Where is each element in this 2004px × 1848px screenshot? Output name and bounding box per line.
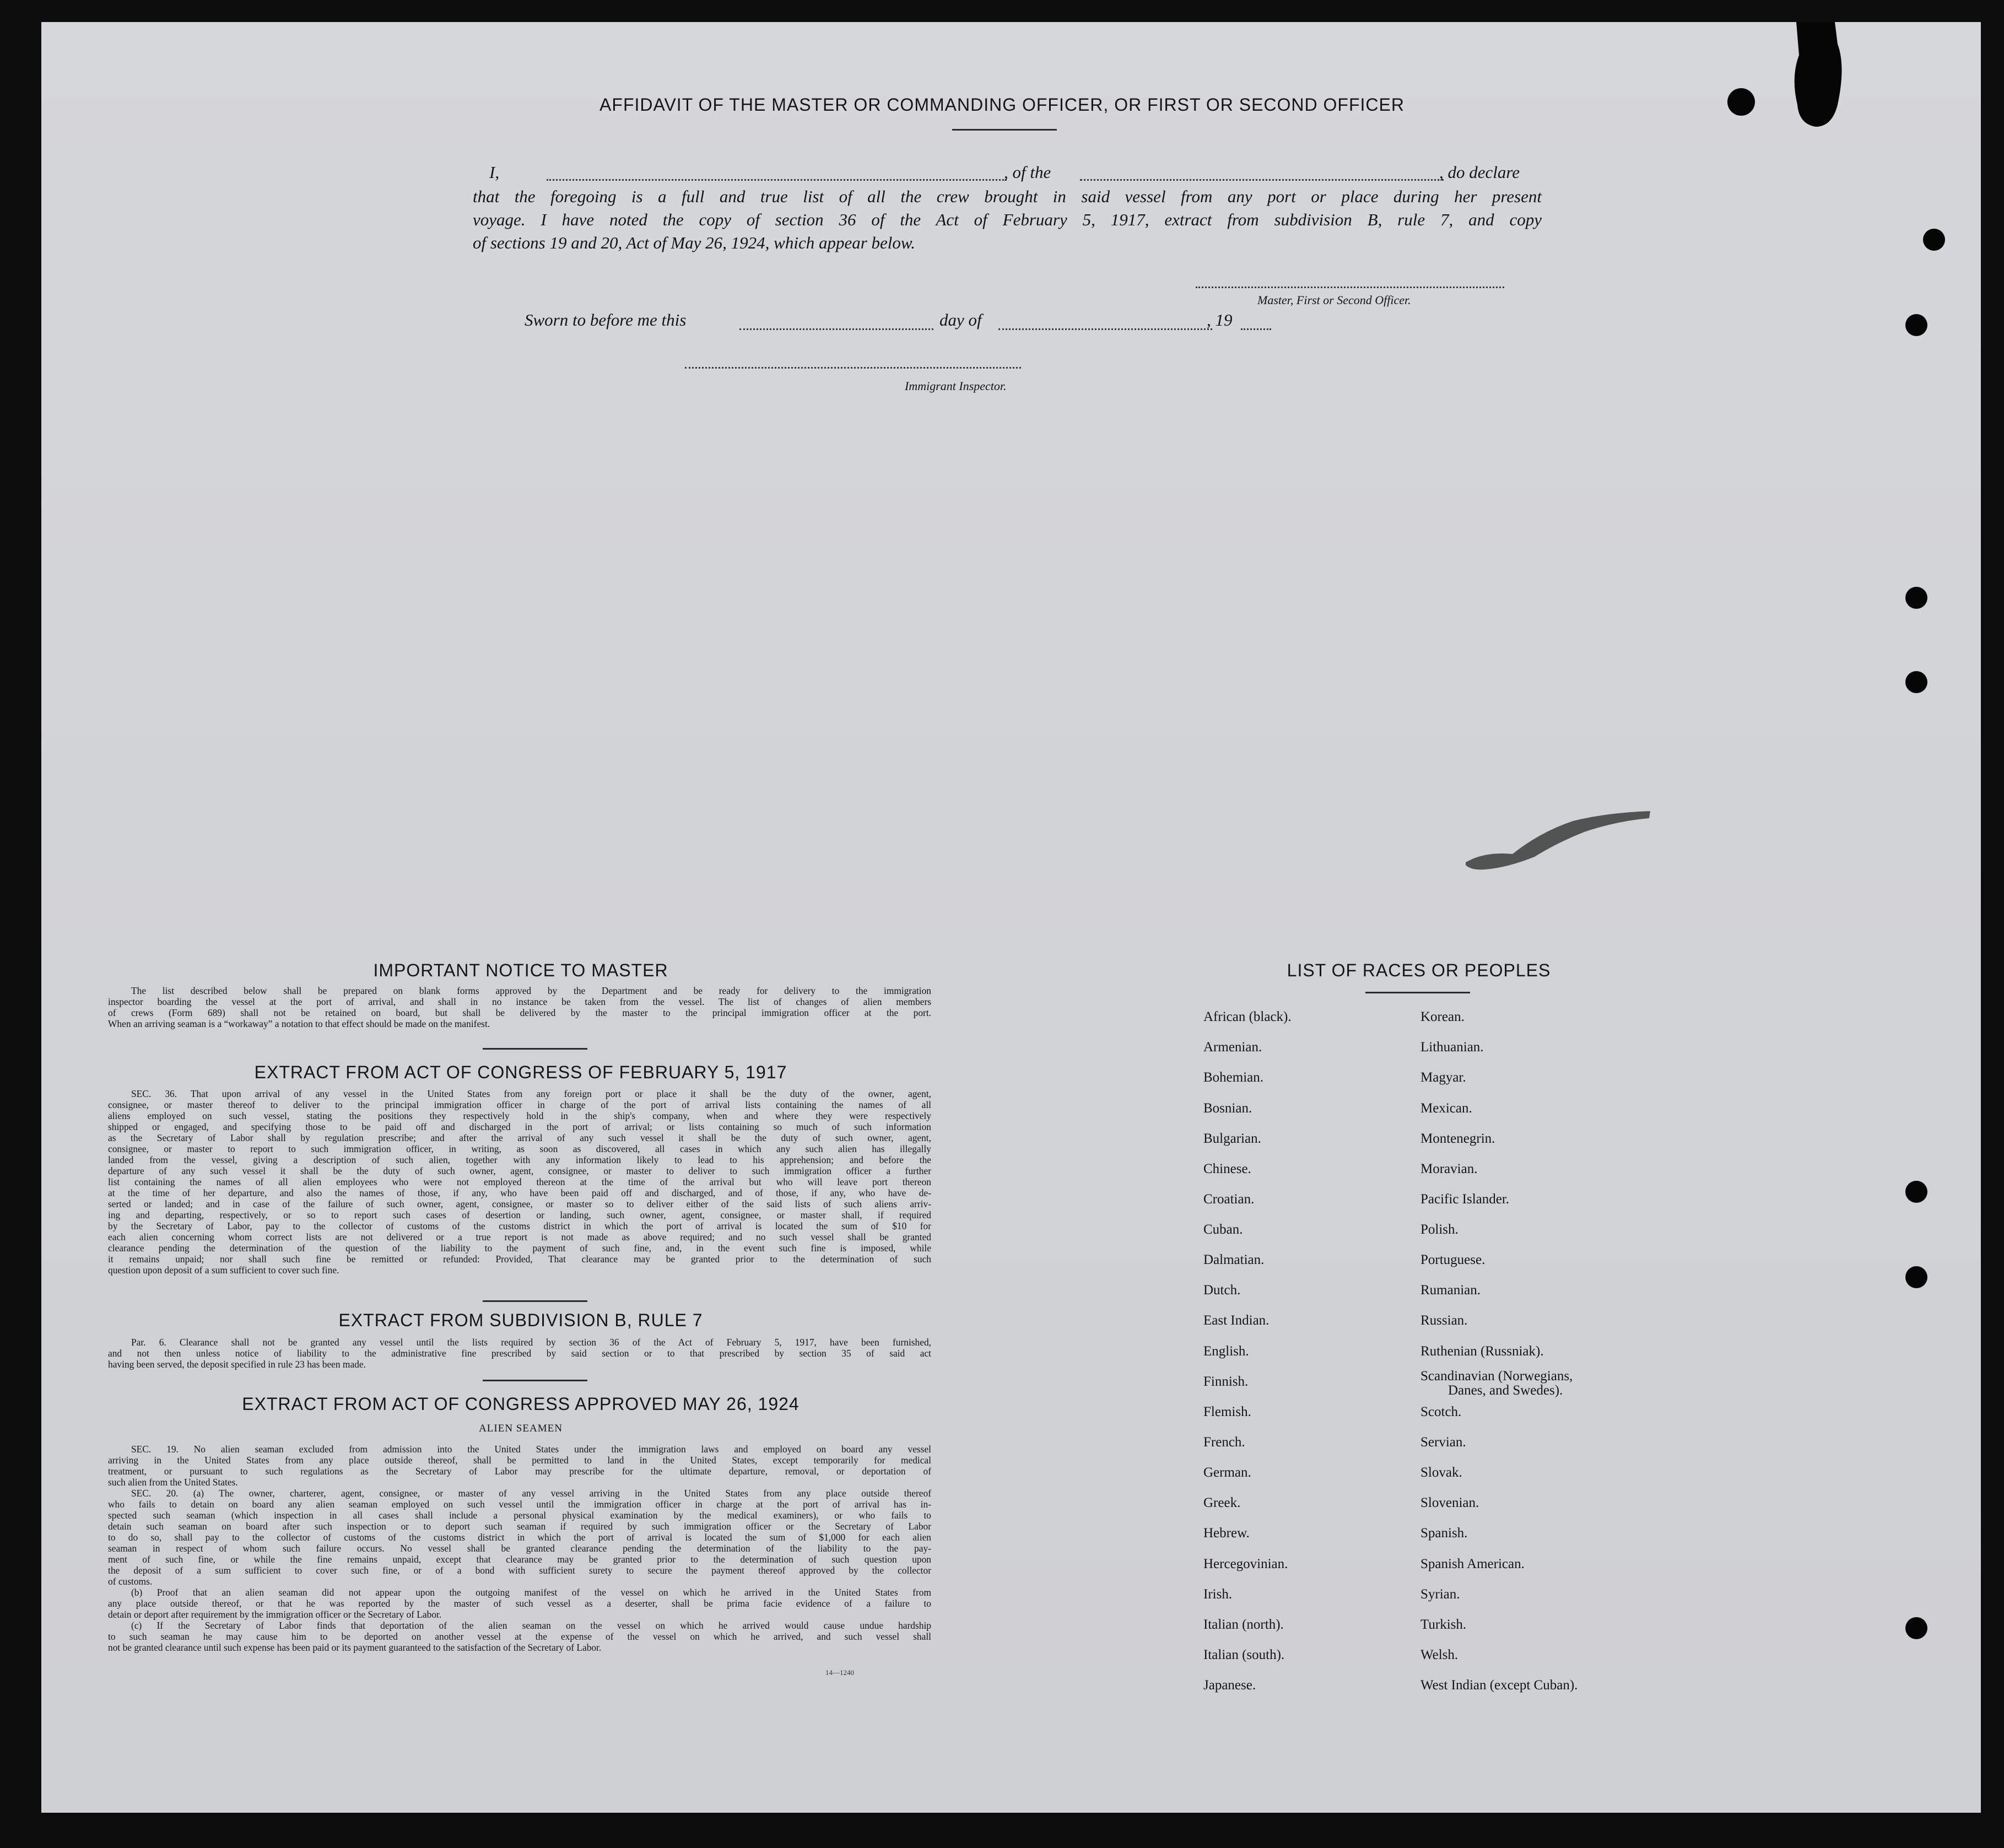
race-item: Bulgarian. xyxy=(1203,1131,1261,1146)
race-item: Bosnian. xyxy=(1203,1101,1252,1116)
extract-1924-line: treatment, or pursuant to such regulations as the Secretary of Labor may prescribe for the ultimate departure, removal, or deportation of xyxy=(108,1466,931,1477)
races-heading: LIST OF RACES OR PEOPLES xyxy=(1287,960,1551,980)
race-item: Armenian. xyxy=(1203,1040,1262,1055)
notice-body xyxy=(108,985,931,1029)
race-item: Magyar. xyxy=(1420,1070,1466,1085)
race-item: Hebrew. xyxy=(1203,1526,1250,1541)
affidavit-heading: AFFIDAVIT OF THE MASTER OR COMMANDING OFFICER, OR FIRST OR SECOND OFFICER xyxy=(599,95,1405,115)
punch-hole xyxy=(1923,229,1945,251)
extract-1917-line: by the Secretary of Labor, pay to the collector of customs of the customs district in which the port of arrival is located the sum of $10 for xyxy=(108,1220,931,1231)
section-rule xyxy=(483,1300,587,1302)
extract-1917-heading: EXTRACT FROM ACT OF CONGRESS OF FEBRUARY 5, 1917 xyxy=(254,1062,787,1082)
extract-1924-line: to do so, shall pay to the collector of customs of the customs district in which the port of arrival is located the sum of $1,000 for each alien xyxy=(108,1532,931,1543)
binder-clip-mark xyxy=(1785,22,1851,132)
notice-line: The list described below shall be prepared on blank forms approved by the Department and be ready for delivery to the immigration xyxy=(131,985,931,996)
notice-heading: IMPORTANT NOTICE TO MASTER xyxy=(373,960,668,980)
extract-1917-line: consignee, or master thereof to deliver to the principal immigration officer in charge of the port of arrival lists containing the names of all xyxy=(108,1099,931,1110)
extract-1917-line: clearance pending the determination of the question of the liability to the payment of such fine, and, in the event such fine is imposed, while xyxy=(108,1242,931,1253)
extract-1917-line: departure of any such vessel it shall be the duty of such owner, agent, consignee, or master to deliver to such immigration officer a further xyxy=(108,1165,931,1176)
race-item: Italian (north). xyxy=(1203,1617,1284,1632)
master-name-field[interactable] xyxy=(547,179,1007,181)
affidavit-of-the: , of the xyxy=(1004,163,1051,182)
subdivision-heading: EXTRACT FROM SUBDIVISION B, RULE 7 xyxy=(338,1310,703,1330)
race-item: Dutch. xyxy=(1203,1283,1241,1298)
master-signature-field[interactable] xyxy=(1196,287,1504,288)
race-item: Moravian. xyxy=(1420,1161,1478,1176)
extract-1917-line: shipped or engaged, and specifying those to be paid off and discharged in the port of arrival; or lists containing so much of such information xyxy=(108,1121,931,1132)
affidavit-line-3: voyage. I have noted the copy of section 36 of the Act of February 5, 1917, extract from subdivision B, rule 7, and copy xyxy=(473,210,1542,229)
race-item: Ruthenian (Russniak). xyxy=(1420,1344,1544,1359)
sworn-year-field[interactable] xyxy=(1241,328,1271,330)
extract-1924-line: such alien from the United States. xyxy=(108,1477,238,1488)
affidavit-do-declare: , do declare xyxy=(1439,163,1520,182)
race-item: Finnish. xyxy=(1203,1374,1249,1389)
race-item: Bohemian. xyxy=(1203,1070,1264,1085)
race-item: Irish. xyxy=(1203,1587,1233,1602)
subdivision-line: having been served, the deposit specified in rule 23 has been made. xyxy=(108,1359,366,1370)
sworn-day-field[interactable] xyxy=(739,328,933,330)
race-item: Croatian. xyxy=(1203,1192,1255,1207)
race-item: East Indian. xyxy=(1203,1313,1270,1328)
race-item: Spanish American. xyxy=(1420,1557,1525,1571)
punch-hole xyxy=(1905,587,1927,609)
race-item-continuation: Danes, and Swedes). xyxy=(1448,1383,1563,1398)
punch-hole xyxy=(1905,314,1927,336)
inspector-signature-field[interactable] xyxy=(685,367,1021,369)
race-item: Japanese. xyxy=(1203,1678,1256,1693)
signature-caption: Master, First or Second Officer. xyxy=(1257,293,1411,307)
extract-1917-line: ing and departing, respectively, or so to report such cases of desertion or landing, such owner, agent, consignee, or master shall, if required xyxy=(108,1209,931,1220)
race-item: West Indian (except Cuban). xyxy=(1420,1678,1578,1693)
race-item: Syrian. xyxy=(1420,1587,1460,1602)
sworn-month-field[interactable] xyxy=(998,328,1212,330)
race-item: Scotch. xyxy=(1420,1404,1462,1419)
extract-1924-line: arriving in the United States from any place outside thereof, shall be permitted to land in the United States, except temporarily for medical xyxy=(108,1455,931,1466)
race-item: Mexican. xyxy=(1420,1101,1472,1116)
extract-1924-body xyxy=(108,1444,931,1653)
day-of-label: day of xyxy=(939,310,982,329)
subdivision-line: and not then unless notice of liability to the administrative fine prescribed by said section or to that prescribed by section 35 of said act xyxy=(108,1348,931,1359)
extract-1917-line: it remains unpaid; nor shall such fine be remitted or refunded: Provided, That clearance may be granted prior to the determination of such xyxy=(108,1253,931,1265)
extract-1917-line: as the Secretary of Labor shall by regulation prescribe; and after the arrival of any such vessel it shall be the duty of such owner, agent, xyxy=(108,1132,931,1143)
race-item: Russian. xyxy=(1420,1313,1468,1328)
race-item: Chinese. xyxy=(1203,1161,1251,1176)
vessel-name-field[interactable] xyxy=(1080,179,1444,181)
race-item: French. xyxy=(1203,1435,1245,1450)
ink-smudge xyxy=(1463,799,1661,876)
race-item: English. xyxy=(1203,1344,1249,1359)
extract-1924-line: detain or deport after requirement by the immigration officer or the Secretary of Labor. xyxy=(108,1609,442,1620)
affidavit-line-2: that the foregoing is a full and true list of all the crew brought in said vessel from any port or place during her present xyxy=(473,187,1542,206)
extract-1924-line: the deposit of a sum sufficient to cover such fine, or of a bond with sufficient surety to secure the payment thereof approved by the collector xyxy=(108,1565,931,1576)
extract-1924-line: SEC. 20. (a) The owner, charterer, agent, consignee, or master of any vessel arriving in the United States from any place outside thereof xyxy=(131,1488,931,1499)
extract-1917-line: landed from the vessel, giving a description of such alien, together with any information likely to lead to his apprehension; and before the xyxy=(108,1154,931,1165)
extract-1924-line: any place outside thereof, or that he was reported by the master of such vessel as a deserter, shall be prima facie evidence of a failure to xyxy=(108,1598,931,1609)
inspector-caption: Immigrant Inspector. xyxy=(905,379,1007,393)
affidavit-i: I, xyxy=(489,163,500,182)
extract-1924-line: SEC. 19. No alien seaman excluded from admission into the United States under the immigration laws and employed on board any vessel xyxy=(131,1444,931,1455)
extract-1924-line: to such seaman he may cause him to be deported on another vessel at the expense of the vessel on which he arrived, and such vessel shall xyxy=(108,1631,931,1642)
race-item: Rumanian. xyxy=(1420,1283,1481,1298)
alien-seamen-subheading: ALIEN SEAMEN xyxy=(479,1423,563,1434)
race-item: Lithuanian. xyxy=(1420,1040,1484,1055)
subdivision-body xyxy=(108,1337,931,1370)
extract-1917-line: consignee, or master to report to such immigration officer, in writing, as soon as discovered, all cases in which any such alien has illegally xyxy=(108,1143,931,1154)
race-item: Polish. xyxy=(1420,1222,1459,1237)
extract-1924-line: (c) If the Secretary of Labor finds that deportation of the alien seaman on the vessel on which he arrived would cause undue hardship xyxy=(131,1620,931,1631)
race-item: Slovak. xyxy=(1420,1465,1462,1480)
race-item: Flemish. xyxy=(1203,1404,1251,1419)
heading-rule xyxy=(952,129,1057,131)
extract-1917-line: serted or landed; and in case of the failure of such owner, agent, consignee, or master so to deliver either of the said lists of such aliens arriv- xyxy=(108,1198,931,1209)
extract-1924-line: of customs. xyxy=(108,1576,153,1587)
notice-line: When an arriving seaman is a “workaway” a notation to that effect should be made on the manifest. xyxy=(108,1018,490,1029)
punch-hole xyxy=(1905,671,1927,693)
subdivision-line: Par. 6. Clearance shall not be granted any vessel until the lists required by section 36 of the Act of February 5, 1917, have been furnished, xyxy=(131,1337,931,1348)
affidavit-line-4: of sections 19 and 20, Act of May 26, 1924, which appear below. xyxy=(473,233,916,252)
extract-1917-body xyxy=(108,1088,931,1276)
race-item: Spanish. xyxy=(1420,1526,1468,1541)
race-item: Dalmatian. xyxy=(1203,1252,1265,1267)
extract-1924-line: who fails to detain on board any alien seaman employed on such vessel until the immigration officer in charge at the port of arrival has in- xyxy=(108,1499,931,1510)
race-item: Greek. xyxy=(1203,1495,1241,1510)
extract-1924-line: ment of such fine, or while the fine remains unpaid, except that clearance may be granted prior to the determination of such question upon xyxy=(108,1554,931,1565)
race-item: Italian (south). xyxy=(1203,1647,1285,1662)
punch-hole xyxy=(1905,1617,1927,1639)
race-item: African (black). xyxy=(1203,1009,1292,1024)
extract-1917-line: each alien concerning whom correct lists are not delivered or a true report is not made as above required; and no such vessel shall be granted xyxy=(108,1231,931,1242)
extract-1924-heading: EXTRACT FROM ACT OF CONGRESS APPROVED MAY 26, 1924 xyxy=(242,1394,800,1414)
extract-1917-line: SEC. 36. That upon arrival of any vessel in the United States from any foreign port or place it shall be the duty of the owner, agent, xyxy=(131,1088,931,1099)
section-rule xyxy=(483,1380,587,1381)
race-item: Pacific Islander. xyxy=(1420,1192,1510,1207)
notice-line: of crews (Form 689) shall not be retained on board, but shall be delivered by the master to the principal immigration officer at the port. xyxy=(108,1007,931,1018)
race-item: German. xyxy=(1203,1465,1251,1480)
extract-1924-line: (b) Proof that an alien seaman did not appear upon the outgoing manifest of the vessel on which he arrived in the United States from xyxy=(131,1587,931,1598)
punch-hole xyxy=(1905,1181,1927,1203)
race-item: Welsh. xyxy=(1420,1647,1459,1662)
race-item: Cuban. xyxy=(1203,1222,1243,1237)
race-item: Hercegovinian. xyxy=(1203,1557,1288,1571)
race-item: Montenegrin. xyxy=(1420,1131,1495,1146)
extract-1924-line: detain such seaman on board after such inspection or to deport such seaman if required by such immigration officer or the Secretary of Labor xyxy=(108,1521,931,1532)
race-item: Slovenian. xyxy=(1420,1495,1479,1510)
extract-1924-line: spected such seaman (which inspection in all cases shall include a personal physical examination by the medical examiners), or who fails to xyxy=(108,1510,931,1521)
year-label: , 19 xyxy=(1207,310,1233,329)
race-item: Servian. xyxy=(1420,1435,1466,1450)
extract-1924-line: seaman in respect of whom such failure occurs. No vessel shall be granted clearance pending the determination of the liability to the pay- xyxy=(108,1543,931,1554)
race-item: Portuguese. xyxy=(1420,1252,1486,1267)
extract-1917-line: list containing the names of all alien employees who were not employed thereon at the time of the arrival but who will leave port thereon xyxy=(108,1176,931,1187)
sworn-label: Sworn to before me this xyxy=(525,310,687,329)
race-item: Turkish. xyxy=(1420,1617,1467,1632)
extract-1924-line: not be granted clearance until such expense has been paid or its payment guaranteed to the satisfaction of the Secretary of Labor. xyxy=(108,1642,602,1653)
race-item: Korean. xyxy=(1420,1009,1465,1024)
extract-1917-line: aliens employed on such vessel, stating the positions they respectively hold in the ship's company, when and where they were respectively xyxy=(108,1110,931,1121)
notice-line: inspector boarding the vessel at the port of arrival, and shall in no instance be taken from the vessel. The list of changes of alien members xyxy=(108,996,931,1007)
extract-1917-line: question upon deposit of a sum sufficient to cover such fine. xyxy=(108,1265,339,1276)
punch-hole xyxy=(1905,1266,1927,1288)
section-rule xyxy=(483,1048,587,1050)
form-number: 14—1240 xyxy=(825,1668,854,1677)
section-rule xyxy=(1365,992,1470,993)
race-item: Scandinavian (Norwegians, xyxy=(1420,1369,1573,1384)
extract-1917-line: at the time of her departure, and also the names of those, if any, who have been paid off and discharged, and of those, if any, who have de- xyxy=(108,1187,931,1198)
